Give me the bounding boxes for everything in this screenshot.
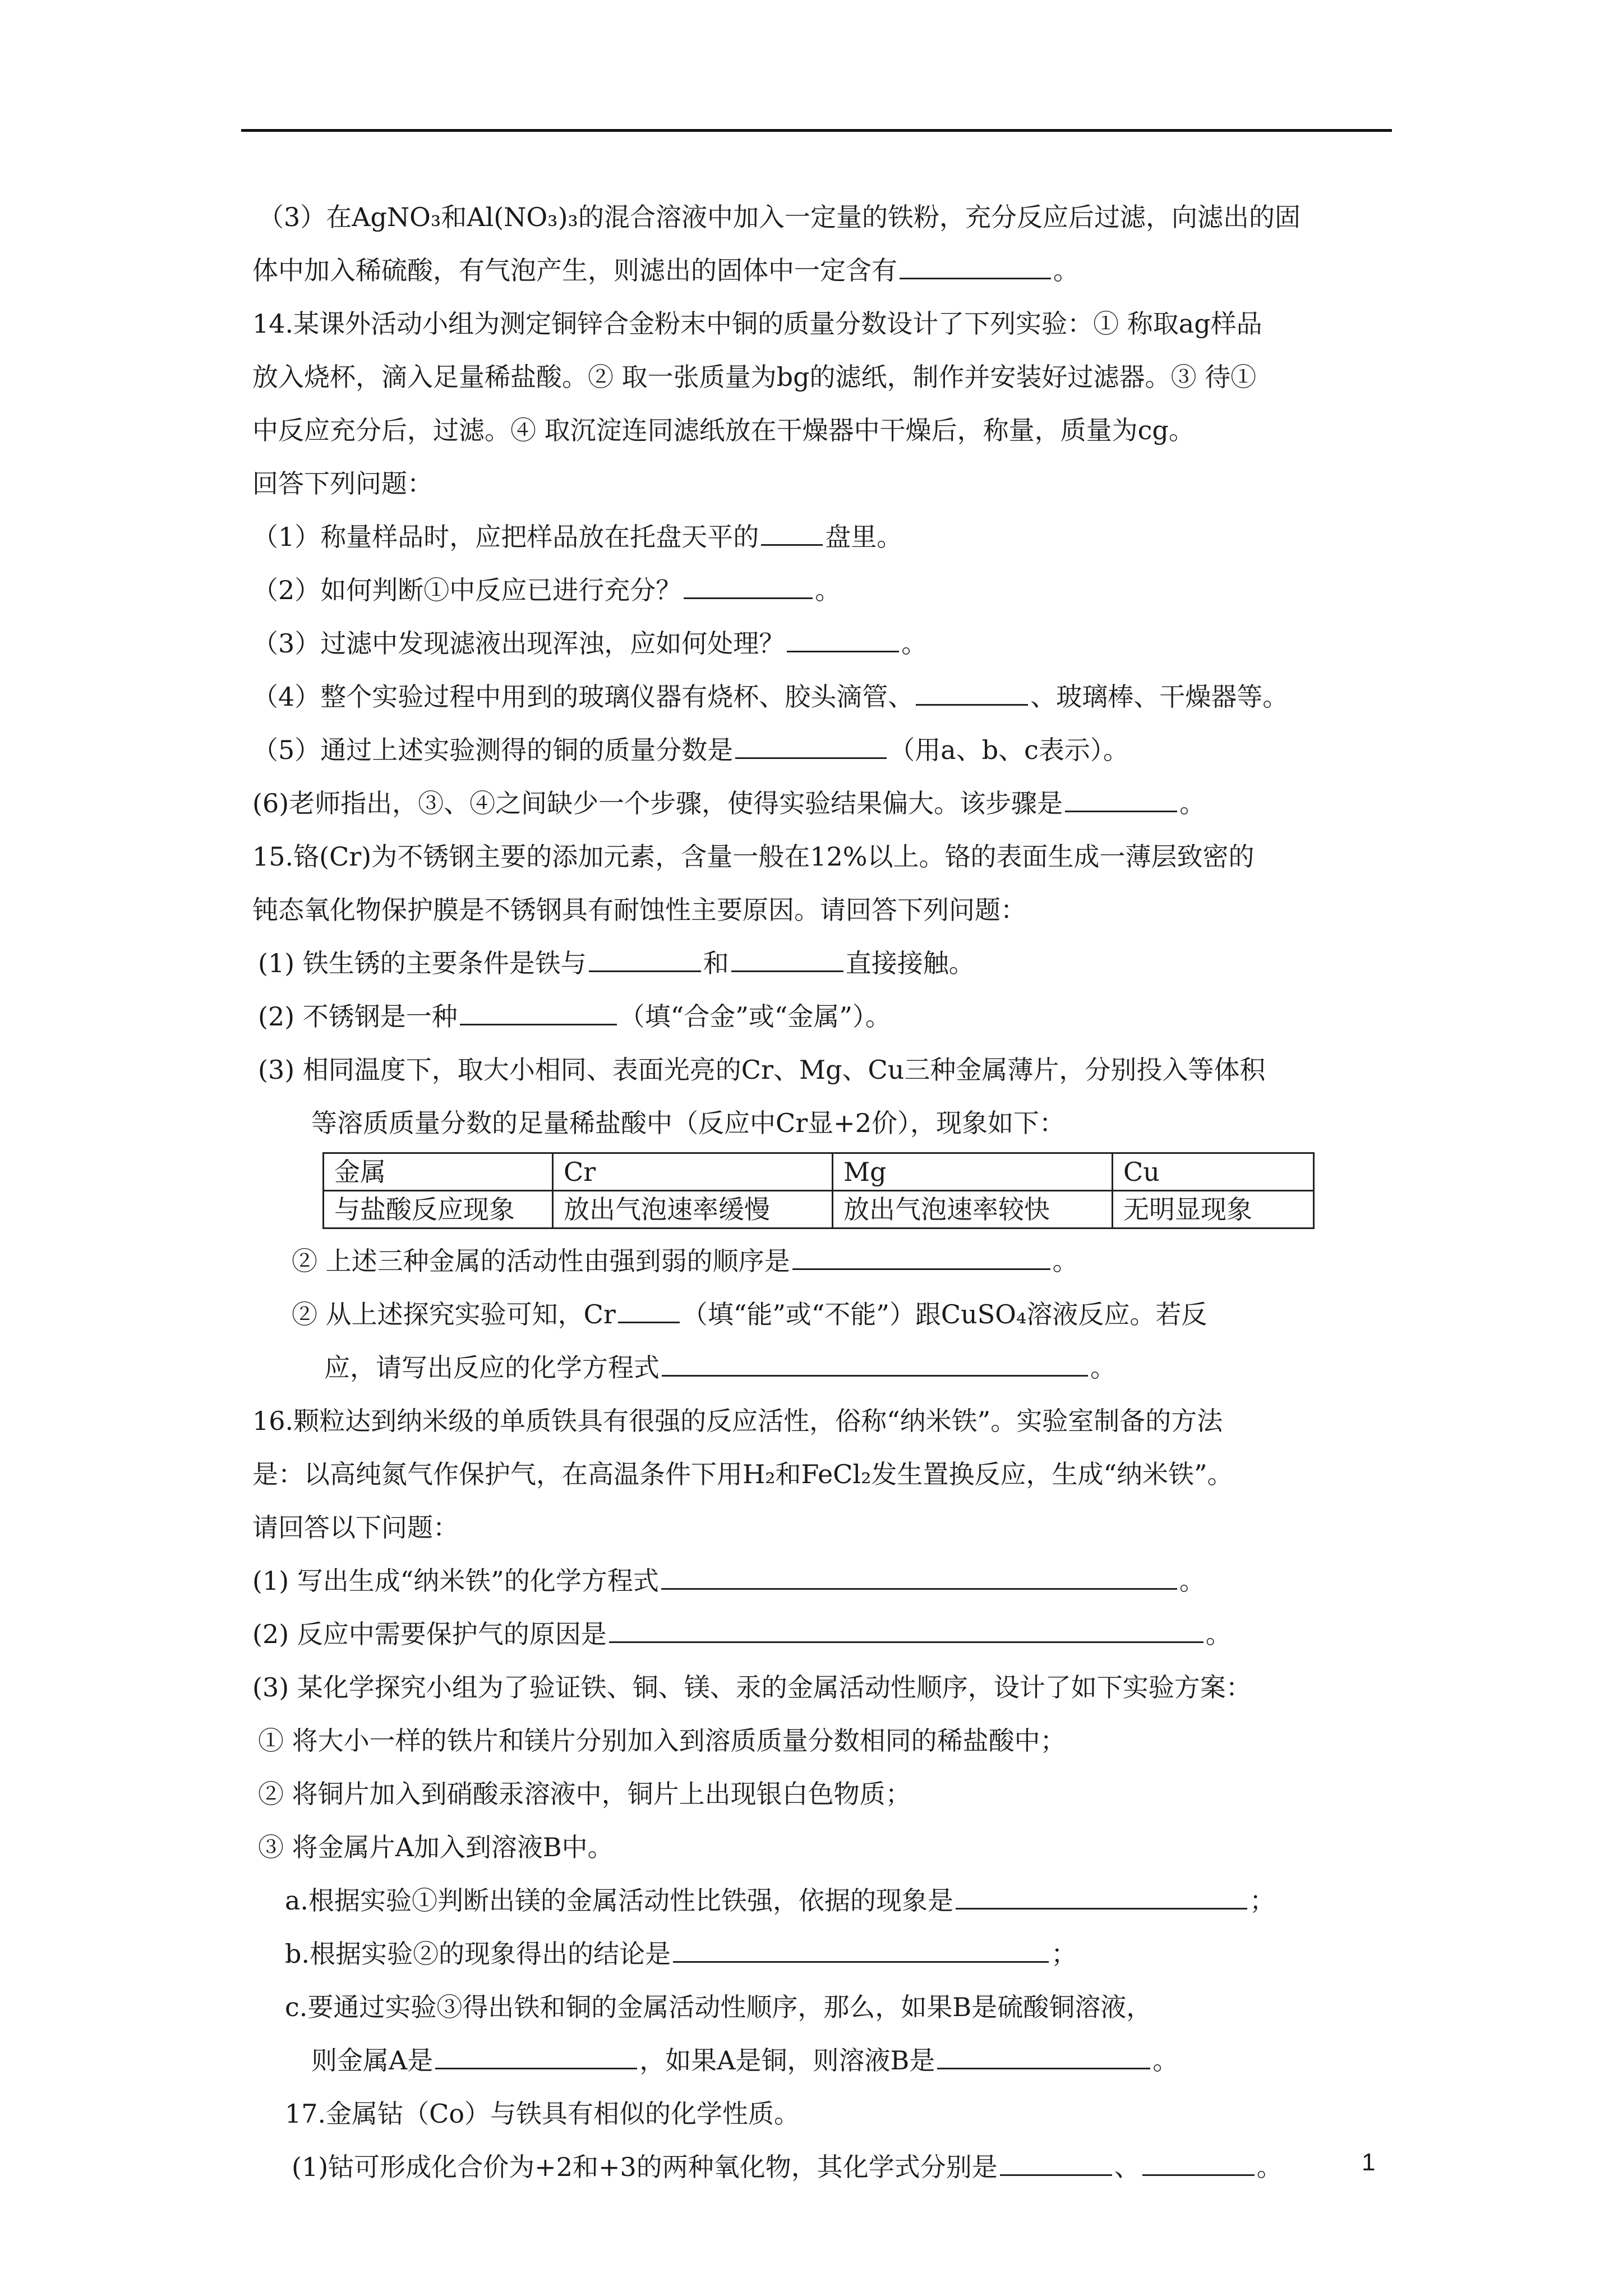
- q15-sub2-line1: ② 从上述探究实验可知，Cr （填“能”或“不能”）跟CuSO₄溶液反应。若反: [252, 1288, 1391, 1341]
- table-row: [324, 1153, 1314, 1191]
- q14-part6: (6)老师指出，③、④之间缺少一个步骤，使得实验结果偏大。该步骤是 。: [252, 777, 1391, 830]
- table-cell: Cu: [1113, 1153, 1314, 1191]
- q15-intro-line1: 15.铬(Cr)为不锈钢主要的添加元素，含量一般在12%以上。铬的表面生成一薄层致密的: [252, 841, 1255, 872]
- answer-blank[interactable]: [761, 518, 823, 546]
- answer-blank[interactable]: [460, 998, 617, 1025]
- q16-question-c-line1: c.要通过实验③得出铁和铜的金属活动性顺序，那么，如果B是硫酸铜溶液，: [285, 1992, 1152, 2022]
- answer-blank[interactable]: [609, 1616, 1204, 1643]
- q16-experiment3: ③ 将金属片A加入到溶液B中。: [258, 1832, 614, 1862]
- answer-blank[interactable]: [662, 1349, 1088, 1377]
- q16-question-c-line2: 则金属A是 ，如果A是铜，则溶液B是 。: [252, 2034, 1391, 2087]
- answer-blank[interactable]: [731, 945, 843, 972]
- q14-part4: （4）整个实验过程中用到的玻璃仪器有烧杯、胶头滴管、 、玻璃棒、干燥器等。: [252, 670, 1391, 724]
- answer-blank[interactable]: [435, 2042, 637, 2069]
- q16-part2: (2) 反应中需要保护气的原因是 。: [252, 1608, 1391, 1661]
- q17-part1: (1)钴可形成化合价为+2和+3的两种氧化物，其化学式分别是 、 。: [252, 2141, 1391, 2194]
- answer-blank[interactable]: [916, 678, 1028, 706]
- q16-question-a: a.根据实验①判断出镁的金属活动性比铁强，依据的现象是 ；: [252, 1874, 1391, 1927]
- header-rule: [241, 129, 1392, 132]
- q14-part1: （1）称量样品时，应把样品放在托盘天平的 盘里。: [252, 510, 1391, 564]
- answer-blank[interactable]: [735, 731, 887, 759]
- q16-intro-line3: 请回答以下问题：: [252, 1512, 459, 1543]
- q13-part3-line2: 体中加入稀硫酸，有气泡产生，则滤出的固体中一定含有 。: [252, 244, 1391, 297]
- answer-blank[interactable]: [1065, 785, 1177, 812]
- q15-intro-line2: 钝态氧化物保护膜是不锈钢具有耐蚀性主要原因。请回答下列问题：: [252, 895, 1026, 925]
- table-cell: 金属: [324, 1153, 553, 1191]
- table-cell: Mg: [833, 1153, 1113, 1191]
- table-cell: 放出气泡速率缓慢: [553, 1191, 833, 1228]
- q16-intro-line1: 16.颗粒达到纳米级的单质铁具有很强的反应活性，俗称“纳米铁”。实验室制备的方法: [252, 1406, 1223, 1436]
- q16-intro-line2: 是：以高纯氮气作保护气，在高温条件下用H₂和FeCl₂发生置换反应，生成“纳米铁”。: [252, 1459, 1233, 1489]
- q15-sub1: ② 上述三种金属的活动性由强到弱的顺序是 。: [252, 1235, 1391, 1288]
- answer-blank[interactable]: [900, 252, 1051, 279]
- q16-question-b: b.根据实验②的现象得出的结论是 ；: [252, 1927, 1391, 1981]
- answer-blank[interactable]: [1000, 2148, 1112, 2176]
- q14-part2: （2）如何判断①中反应已进行充分？ 。: [252, 564, 1391, 617]
- table-cell: 放出气泡速率较快: [833, 1191, 1113, 1228]
- q16-experiment1: ① 将大小一样的铁片和镁片分别加入到溶质质量分数相同的稀盐酸中；: [258, 1726, 1066, 1756]
- metal-reaction-table: [322, 1152, 1315, 1229]
- q17-intro: 17.金属钴（Co）与铁具有相似的化学性质。: [285, 2099, 800, 2129]
- answer-blank[interactable]: [792, 1243, 1050, 1270]
- q14-part5: （5）通过上述实验测得的铜的质量分数是 （用a、b、c表示）。: [252, 724, 1391, 777]
- answer-blank[interactable]: [661, 1562, 1177, 1590]
- q14-part3: （3）过滤中发现滤液出现浑浊，应如何处理？ 。: [252, 617, 1391, 670]
- table-cell: 无明显现象: [1113, 1191, 1314, 1228]
- q16-part1: (1) 写出生成“纳米铁”的化学方程式 。: [252, 1554, 1391, 1608]
- q13-part3-line1: （3）在AgNO₃和Al(NO₃)₃的混合溶液中加入一定量的铁粉，充分反应后过滤，向滤出的固: [258, 202, 1301, 232]
- page-number: 1: [1362, 2148, 1376, 2176]
- worksheet-body: [252, 191, 1391, 2194]
- answer-blank[interactable]: [956, 1882, 1247, 1910]
- table-cell: 与盐酸反应现象: [324, 1191, 553, 1228]
- table-cell: Cr: [553, 1153, 833, 1191]
- q15-part3-line1: (3) 相同温度下，取大小相同、表面光亮的Cr、Mg、Cu三种金属薄片，分别投入等体积: [258, 1055, 1266, 1085]
- table-row: [324, 1191, 1314, 1228]
- answer-blank[interactable]: [673, 1935, 1049, 1963]
- answer-blank[interactable]: [937, 2042, 1150, 2069]
- q15-part3-line2: 等溶质质量分数的足量稀盐酸中（反应中Cr显+2价），现象如下：: [311, 1108, 1065, 1138]
- q15-sub2-line2: 应，请写出反应的化学方程式 。: [252, 1341, 1391, 1395]
- q14-intro-line1: 14.某课外活动小组为测定铜锌合金粉末中铜的质量分数设计了下列实验：① 称取ag样品: [252, 309, 1262, 339]
- answer-blank[interactable]: [589, 945, 701, 972]
- q16-experiment2: ② 将铜片加入到硝酸汞溶液中，铜片上出现银白色物质；: [258, 1779, 911, 1809]
- answer-blank[interactable]: [1142, 2148, 1255, 2176]
- answer-blank[interactable]: [684, 572, 813, 599]
- q15-part1: (1) 铁生锈的主要条件是铁与 和 直接接触。: [252, 937, 1391, 990]
- q14-intro-line3: 中反应充分后，过滤。④ 取沉淀连同滤纸放在干燥器中干燥后，称量，质量为cg。: [252, 415, 1195, 445]
- q16-part3: (3) 某化学探究小组为了验证铁、铜、镁、汞的金属活动性顺序，设计了如下实验方案：: [252, 1672, 1252, 1703]
- q14-intro-line2: 放入烧杯，滴入足量稀盐酸。② 取一张质量为bg的滤纸，制作并安装好过滤器。③ 待①: [252, 362, 1257, 392]
- q14-ask: 回答下列问题：: [252, 468, 433, 499]
- answer-blank[interactable]: [618, 1296, 680, 1323]
- q15-part2: (2) 不锈钢是一种 （填“合金”或“金属”）。: [252, 990, 1391, 1043]
- answer-blank[interactable]: [787, 625, 899, 652]
